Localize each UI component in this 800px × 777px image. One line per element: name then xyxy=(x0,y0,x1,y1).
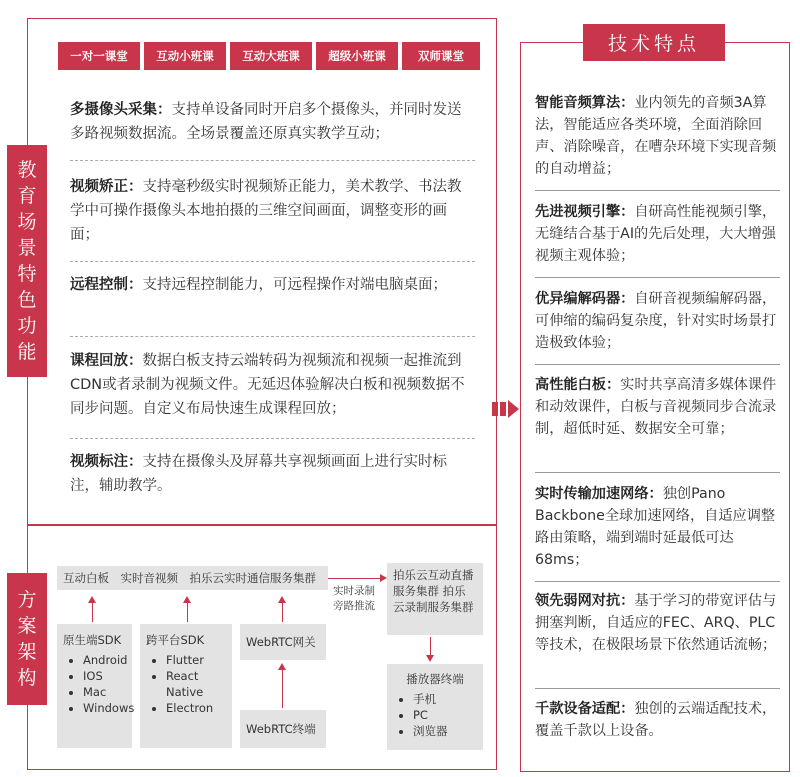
feature-video-annotation xyxy=(70,450,475,498)
feature-remote-control xyxy=(70,273,475,297)
list-item: • 手机 xyxy=(413,691,477,707)
feature-title: 多摄像头采集： xyxy=(70,102,172,118)
connector-line xyxy=(282,600,283,622)
native-sdk-box xyxy=(57,624,135,748)
divider xyxy=(535,472,780,473)
list-item: • React Native xyxy=(166,668,226,700)
architecture-sidebar xyxy=(7,573,47,705)
tech-feature-device-adaptation xyxy=(535,698,780,742)
feature-text: 数据白板支持云端转码为视频流和视频一起推流到CDN或者录制为视频文件。无延迟体验解决白板和视频数据不同步问题。自定义布局快速生成课程回放； xyxy=(70,353,465,417)
list-item: • Mac xyxy=(83,684,126,700)
feature-title: 课程回放： xyxy=(70,353,143,369)
webrtc-gateway-label: WebRTC网关 xyxy=(246,635,316,649)
feature-text: 独创Pano Backbone全球加速网络，自适应调整路由策略，端到端时延最低可达68ms； xyxy=(535,486,776,568)
divider xyxy=(535,364,780,365)
connector-line xyxy=(430,637,431,657)
list-item: • Flutter xyxy=(166,652,226,668)
feature-text: 基于学习的带宽评估与拥塞判断，自适应的FEC、ARQ、PLC等技术，在极限场景下依然通话流畅； xyxy=(535,593,777,653)
feature-text: 独创的云端适配技术，覆盖千款以上设备。 xyxy=(535,701,777,739)
player-title: 播放器终端 xyxy=(406,672,464,686)
divider xyxy=(70,261,475,262)
architecture-label: 方案架构 xyxy=(17,589,37,689)
education-features-label: 教育场景特色功能 xyxy=(17,159,37,363)
divider xyxy=(70,336,475,337)
tab-label: 互动小班课 xyxy=(156,49,214,63)
list-item: • Electron xyxy=(166,700,226,716)
tab-label: 超级小班课 xyxy=(328,49,386,63)
tab-label: 双师课堂 xyxy=(418,49,464,63)
tech-feature-codec xyxy=(535,288,780,354)
list-item: • Android xyxy=(83,652,126,668)
feature-text: 自研高性能视频引擎，无缝结合基于AI的先后处理，大大增强视频主观体验； xyxy=(535,204,777,264)
native-sdk-title: 原生端SDK xyxy=(63,633,122,647)
tech-feature-weak-network xyxy=(535,590,780,656)
tab-large-class[interactable] xyxy=(230,42,312,70)
tech-features-header xyxy=(583,24,725,61)
feature-text: 支持毫秒级实时视频矫正能力，美术教学、书法教学中可操作摄像头本地拍摄的三维空间画面，调整变形的画面； xyxy=(70,179,462,243)
list-item: • PC xyxy=(413,707,477,723)
tech-feature-network xyxy=(535,483,780,571)
feature-text: 支持远程控制能力，可远程操作对端电脑桌面； xyxy=(142,277,447,293)
record-push-label: 实时录制旁路推流 xyxy=(333,585,375,612)
realtime-service-bar xyxy=(57,566,328,590)
connector-line xyxy=(328,578,380,579)
divider xyxy=(535,688,780,689)
connector-arrow xyxy=(183,596,191,603)
connector-arrow xyxy=(426,655,434,662)
divider xyxy=(535,190,780,191)
education-features-panel xyxy=(27,18,497,525)
double-chevron-right-icon xyxy=(492,398,520,420)
cloud-service-box xyxy=(387,563,483,635)
tab-small-class[interactable] xyxy=(144,42,226,70)
cloud-service-text: 拍乐云互动直播服务集群 拍乐云录制服务集群 xyxy=(393,568,474,614)
list-item: • 浏览器 xyxy=(413,723,477,739)
cross-platform-sdk-box xyxy=(140,624,232,748)
feature-title: 先进视频引擎： xyxy=(535,204,635,220)
webrtc-gateway-box xyxy=(240,624,326,660)
feature-title: 优异编解码器： xyxy=(535,291,635,307)
tech-feature-video-engine xyxy=(535,201,780,267)
education-features-sidebar xyxy=(7,145,47,377)
divider xyxy=(70,160,475,161)
player-terminal-box xyxy=(387,664,483,750)
feature-title: 视频矫正： xyxy=(70,179,143,195)
feature-video-correction xyxy=(70,175,475,247)
connector-arrow xyxy=(278,663,286,670)
feature-text: 自研音视频编解码器，可伸缩的编码复杂度，针对实时场景打造极致体验； xyxy=(535,291,777,351)
cross-sdk-title: 跨平台SDK xyxy=(146,633,205,647)
feature-title: 领先弱网对抗： xyxy=(535,593,635,609)
feature-title: 远程控制： xyxy=(70,277,143,293)
list-item: • Windows xyxy=(83,700,126,716)
webrtc-terminal-box xyxy=(240,710,326,748)
divider xyxy=(70,438,475,439)
connector-line xyxy=(282,668,283,708)
tab-super-small-class[interactable] xyxy=(316,42,398,70)
feature-text: 实时共享高清多媒体课件和动效课件，白板与音视频同步合流录制，超低时延、数据安全可靠； xyxy=(535,377,777,437)
feature-text: 业内领先的音频3A算法，智能适应各类环境，全面消除回声、消除噪音，在嘈杂环境下实现音频的自动增益； xyxy=(535,95,777,177)
webrtc-terminal-label: WebRTC终端 xyxy=(246,722,316,736)
tab-label: 一对一课堂 xyxy=(70,49,128,63)
list-item: • IOS xyxy=(83,668,126,684)
feature-course-playback xyxy=(70,349,475,421)
feature-title: 高性能白板： xyxy=(535,377,621,393)
feature-multi-camera xyxy=(70,98,475,146)
connector-line xyxy=(187,600,188,622)
tech-features-title: 技术特点 xyxy=(607,33,700,55)
connector-arrow xyxy=(88,596,96,603)
connector-arrow xyxy=(380,574,387,582)
feature-title: 实时传输加速网络： xyxy=(535,486,663,502)
tab-one-on-one[interactable] xyxy=(58,42,140,70)
realtime-service-text: 互动白板 实时音视频 拍乐云实时通信服务集群 xyxy=(63,571,316,585)
connector-arrow xyxy=(278,596,286,603)
tech-feature-whiteboard xyxy=(535,374,780,440)
feature-text: 支持单设备同时开启多个摄像头，并同时发送多路视频数据流。全场景覆盖还原真实教学互动； xyxy=(70,102,462,142)
feature-title: 千款设备适配： xyxy=(535,701,635,717)
divider xyxy=(535,277,780,278)
divider xyxy=(535,581,780,582)
tab-label: 互动大班课 xyxy=(242,49,300,63)
tab-dual-teacher[interactable] xyxy=(402,42,480,70)
feature-title: 视频标注： xyxy=(70,454,143,470)
connector-line xyxy=(92,600,93,622)
feature-text: 支持在摄像头及屏幕共享视频画面上进行实时标注，辅助教学。 xyxy=(70,454,447,494)
feature-title: 智能音频算法： xyxy=(535,95,635,111)
tech-feature-audio xyxy=(535,92,780,180)
